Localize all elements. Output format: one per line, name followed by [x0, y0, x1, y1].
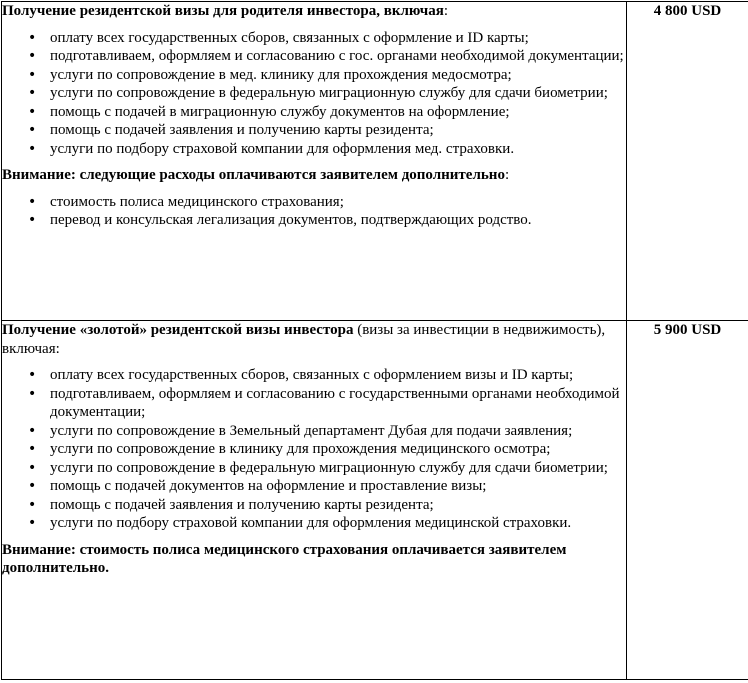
- warning-note: [2, 541, 626, 578]
- service-description-cell: [2, 321, 627, 680]
- price-cell: 4 800 USD: [627, 2, 748, 321]
- service-title: [2, 2, 626, 21]
- list-item: • услуги по сопровождение в федеральную миграционную службу для сдачи биометрии;: [50, 459, 626, 478]
- included-services-list: [2, 29, 626, 159]
- warning-note-rest: :: [504, 167, 510, 183]
- list-item: • перевод и консульская легализация документов, подтверждающих родство.: [50, 211, 626, 230]
- list-item: • услуги по сопровождение в Земельный департамент Дубая для подачи заявления;: [50, 422, 626, 441]
- list-item: • помощь с подачей заявления и получению карты резидента;: [50, 496, 626, 515]
- warning-note-bold: Внимание: следующие расходы оплачиваются заявителем дополнительно: [2, 167, 505, 183]
- list-item: • услуги по сопровождение в федеральную миграционную службу для сдачи биометрии;: [50, 84, 626, 103]
- service-description-cell: [2, 2, 627, 321]
- list-item: • подготавливаем, оформляем и согласованию с государственными органами необходимой документации;: [50, 385, 626, 422]
- service-title-rest: (визы за инвестиции в недвижимость), включая:: [2, 322, 606, 357]
- list-item: • помощь с подачей документов на оформление и проставление визы;: [50, 477, 626, 496]
- service-title-rest: :: [443, 3, 449, 19]
- list-item: • услуги по сопровождение в клинику для прохождения медицинского осмотра;: [50, 440, 626, 459]
- list-item: • оплату всех государственных сборов, связанных с оформлением визы и ID карты;: [50, 366, 626, 385]
- list-item: • подготавливаем, оформляем и согласованию с гос. органами необходимой документации;: [50, 47, 626, 66]
- list-item: • услуги по сопровождение в мед. клинику для прохождения медосмотра;: [50, 66, 626, 85]
- list-item: • оплату всех государственных сборов, связанных с оформление и ID карты;: [50, 29, 626, 48]
- table-row: [2, 2, 748, 321]
- warning-note: [2, 166, 626, 185]
- list-item: • услуги по подбору страховой компании для оформления мед. страховки.: [50, 140, 626, 159]
- list-item: • услуги по подбору страховой компании для оформления медицинской страховки.: [50, 514, 626, 533]
- warning-note-bold: Внимание: стоимость полиса медицинского страхования оплачивается заявителем дополнительно.: [2, 541, 567, 576]
- table-row: [2, 321, 748, 680]
- price-cell: 5 900 USD: [627, 321, 748, 680]
- service-title-bold: Получение «золотой» резидентской визы инвестора: [2, 322, 354, 338]
- list-item: • помощь с подачей в миграционную службу документов на оформление;: [50, 103, 626, 122]
- list-item: • стоимость полиса медицинского страхования;: [50, 193, 626, 212]
- service-title-bold: Получение резидентской визы для родителя инвестора, включая: [2, 3, 444, 19]
- service-title: [2, 321, 626, 358]
- extra-costs-list: [2, 193, 626, 230]
- price-table: [1, 1, 748, 680]
- included-services-list: [2, 366, 626, 533]
- list-item: • помощь с подачей заявления и получению карты резидента;: [50, 121, 626, 140]
